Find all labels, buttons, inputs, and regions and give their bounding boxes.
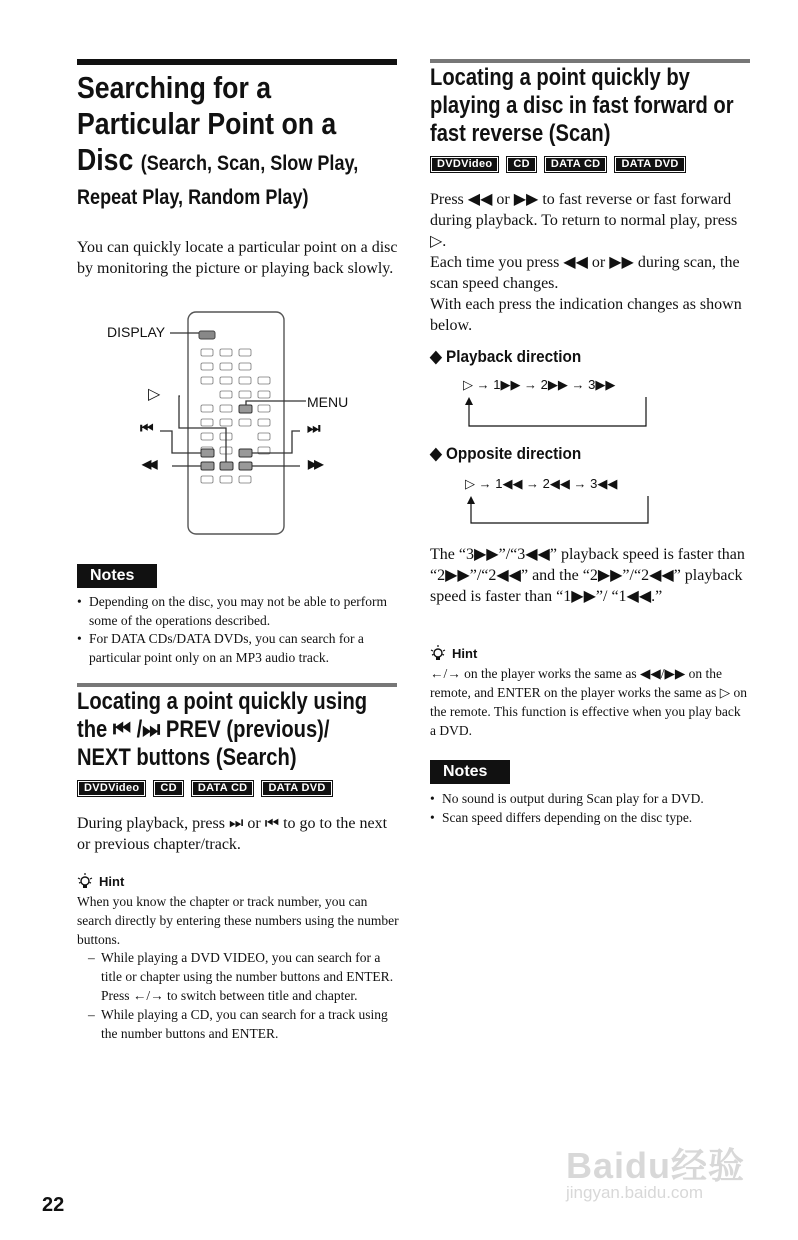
hint-text-right: ←/→ on the player works the same as ◀◀/▶▶ on the remote, and ENTER on the player works the same as ▷ on the remote. This function is effective when you play back a DVD. [430, 666, 748, 738]
scan-paragraph-1: Press ◀◀ or ▶▶ to fast reverse or fast forward during playback. To return to normal play, press ▷. [430, 191, 738, 250]
label-rew-icon: ◀◀ [142, 457, 155, 471]
remote-control-illustration [100, 308, 340, 540]
section-heading-line: Locating a point quickly using [77, 688, 368, 715]
title-line-1: Searching for a [77, 70, 272, 105]
note-item: • Depending on the disc, you may not be able to perform some of the operations described. [77, 593, 399, 630]
hint-text-left: When you know the chapter or track number, you can search directly by entering these numbers using the number buttons. [77, 894, 399, 947]
badge-data-cd: DATA CD [191, 780, 255, 797]
hint-label: Hint [452, 646, 478, 661]
section-rule-right [430, 59, 750, 63]
page-title [77, 70, 404, 182]
title-line-2: Particular Point on a [77, 106, 337, 141]
lightbulb-icon [430, 645, 446, 662]
hint-item: – While playing a DVD VIDEO, you can search for a title or chapter using the number buttons and ENTER. Press ←/→ to switch between title and chapter. [77, 948, 399, 1005]
note-item: • For DATA CDs/DATA DVDs, you can search for a particular point only on an MP3 audio track. [77, 630, 399, 667]
playback-sequence: ▷ → 1▶▶ → 2▶▶ → 3▶▶ [463, 377, 616, 392]
note-item: • Scan speed differs depending on the disc type. [430, 809, 752, 828]
title-subtitle-2: Repeat Play, Random Play) [77, 186, 309, 209]
label-menu: MENU [307, 394, 349, 410]
badge-cd: CD [506, 156, 537, 173]
baidu-watermark-url: jingyan.baidu.com [566, 1183, 704, 1202]
page-number: 22 [42, 1194, 65, 1216]
scan-paragraph-2: Each time you press ◀◀ or ▶▶ during scan, the scan speed changes. [430, 254, 740, 292]
notes-list-left [77, 593, 399, 667]
hint-item: – While playing a CD, you can search for a track using the number buttons and ENTER. [77, 1005, 399, 1043]
badge-dvd-video: DVDVideo [430, 156, 499, 173]
label-next-icon: ⏭ [307, 420, 321, 437]
badge-dvd-video: DVDVideo [77, 780, 146, 797]
disc-badges-left [77, 780, 333, 797]
section-rule-left [77, 683, 397, 687]
opposite-sequence: ▷ → 1◀◀ → 2◀◀ → 3◀◀ [465, 476, 618, 491]
badge-data-dvd: DATA DVD [614, 156, 685, 173]
section-heading-line: Locating a point quickly by [430, 64, 690, 91]
speed-comparison: The “3▶▶”/“3◀◀” playback speed is faster than “2▶▶”/“2◀◀” and the “2▶▶”/“2◀◀” playback speed is faster than “1▶▶”/ “1◀◀.” [430, 546, 745, 605]
top-rule-left [77, 59, 397, 65]
badge-cd: CD [153, 780, 184, 797]
badge-data-cd: DATA CD [544, 156, 608, 173]
label-prev-icon: ⏮ [140, 420, 154, 437]
section-heading-scan [430, 64, 774, 148]
notes-badge-left: Notes [77, 564, 157, 588]
notes-list-right [430, 790, 752, 827]
section-heading-line: the ⏮ /⏭ PREV (previous)/ [77, 716, 330, 743]
opposite-loop-arrow [464, 494, 654, 526]
hint-heading-left [77, 873, 124, 890]
note-item: • No sound is output during Scan play for a DVD. [430, 790, 752, 809]
label-display: DISPLAY [107, 324, 166, 340]
intro-paragraph: You can quickly locate a particular point on a disc by monitoring the picture or playing back slowly. [77, 239, 398, 277]
label-ff-icon: ▶▶ [308, 457, 321, 471]
section-heading-line: NEXT buttons (Search) [77, 744, 297, 771]
section-heading-line: playing a disc in fast forward or [430, 92, 734, 119]
badge-data-dvd: DATA DVD [261, 780, 332, 797]
notes-badge-right: Notes [430, 760, 510, 784]
hint-label: Hint [99, 874, 125, 889]
title-subtitle-1: (Search, Scan, Slow Play, [140, 152, 359, 175]
playback-loop-arrow [462, 395, 652, 429]
baidu-watermark-logo: Baidu经验 [566, 1145, 746, 1186]
section-heading-search [77, 688, 413, 772]
label-play-icon: ▷ [148, 386, 161, 403]
disc-badges-right [430, 156, 686, 173]
hint-heading-right [430, 645, 477, 662]
search-body: During playback, press ⏭ or ⏮ to go to the next or previous chapter/track. [77, 815, 388, 853]
title-disc: Disc [77, 142, 134, 177]
scan-paragraph-3: With each press the indication changes as shown below. [430, 296, 742, 334]
playback-direction-heading: ◆ Playback direction [430, 347, 582, 366]
hint-list-left [77, 948, 399, 1043]
opposite-direction-heading: ◆ Opposite direction [430, 444, 582, 463]
lightbulb-icon [77, 873, 93, 890]
section-heading-line: fast reverse (Scan) [430, 120, 611, 147]
